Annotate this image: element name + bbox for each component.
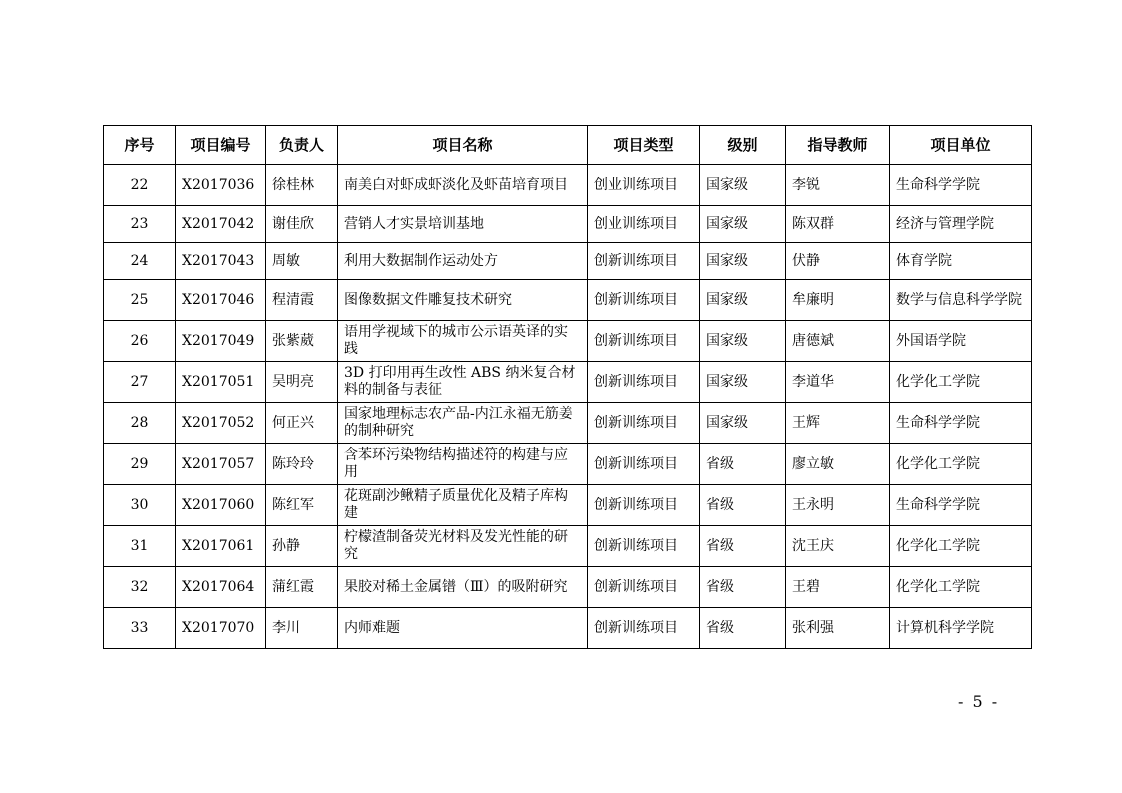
cell-code: X2017061: [176, 526, 266, 567]
cell-unit: 经济与管理学院: [890, 206, 1032, 243]
header-unit: 项目单位: [890, 126, 1032, 165]
cell-project-type: 创新训练项目: [588, 362, 700, 403]
cell-leader: 何正兴: [266, 403, 338, 444]
table-row: [104, 444, 1032, 485]
cell-unit: 数学与信息科学学院: [890, 280, 1032, 321]
cell-project-name: 营销人才实景培训基地: [338, 206, 588, 243]
table-header-row: [104, 126, 1032, 165]
cell-project-name: 含苯环污染物结构描述符的构建与应用: [338, 444, 588, 485]
cell-unit: 生命科学学院: [890, 485, 1032, 526]
cell-project-type: 创新训练项目: [588, 526, 700, 567]
cell-project-type: 创新训练项目: [588, 567, 700, 608]
cell-leader: 程清霞: [266, 280, 338, 321]
cell-level: 国家级: [700, 206, 786, 243]
cell-leader: 吴明亮: [266, 362, 338, 403]
cell-level: 国家级: [700, 280, 786, 321]
cell-teacher: 王永明: [786, 485, 890, 526]
cell-unit: 化学化工学院: [890, 567, 1032, 608]
cell-level: 省级: [700, 444, 786, 485]
cell-leader: 周敏: [266, 243, 338, 280]
cell-project-name: 花斑副沙鳅精子质量优化及精子库构建: [338, 485, 588, 526]
cell-project-name: 图像数据文件雕复技术研究: [338, 280, 588, 321]
cell-project-name: 3D 打印用再生改性 ABS 纳米复合材料的制备与表征: [338, 362, 588, 403]
cell-teacher: 王碧: [786, 567, 890, 608]
cell-seq: 32: [104, 567, 176, 608]
cell-project-type: 创业训练项目: [588, 165, 700, 206]
cell-teacher: 廖立敏: [786, 444, 890, 485]
table-row: [104, 280, 1032, 321]
cell-project-name: 南美白对虾成虾淡化及虾苗培育项目: [338, 165, 588, 206]
cell-code: X2017070: [176, 608, 266, 649]
cell-leader: 陈玲玲: [266, 444, 338, 485]
cell-code: X2017043: [176, 243, 266, 280]
cell-teacher: 王辉: [786, 403, 890, 444]
cell-unit: 计算机科学学院: [890, 608, 1032, 649]
cell-code: X2017052: [176, 403, 266, 444]
cell-unit: 生命科学学院: [890, 403, 1032, 444]
cell-unit: 生命科学学院: [890, 165, 1032, 206]
cell-project-type: 创业训练项目: [588, 206, 700, 243]
cell-level: 国家级: [700, 362, 786, 403]
table-row: [104, 362, 1032, 403]
cell-level: 省级: [700, 485, 786, 526]
cell-level: 国家级: [700, 321, 786, 362]
cell-level: 省级: [700, 567, 786, 608]
cell-level: 省级: [700, 608, 786, 649]
cell-project-name: 柠檬渣制备荧光材料及发光性能的研究: [338, 526, 588, 567]
header-type: 项目类型: [588, 126, 700, 165]
table-row: [104, 321, 1032, 362]
cell-unit: 化学化工学院: [890, 444, 1032, 485]
cell-code: X2017049: [176, 321, 266, 362]
table-row: [104, 485, 1032, 526]
cell-unit: 化学化工学院: [890, 526, 1032, 567]
cell-teacher: 李道华: [786, 362, 890, 403]
header-teacher: 指导教师: [786, 126, 890, 165]
cell-code: X2017064: [176, 567, 266, 608]
project-table: [103, 125, 1032, 649]
table-row: [104, 206, 1032, 243]
cell-leader: 陈红军: [266, 485, 338, 526]
cell-teacher: 牟廉明: [786, 280, 890, 321]
cell-project-name: 语用学视域下的城市公示语英译的实践: [338, 321, 588, 362]
cell-seq: 24: [104, 243, 176, 280]
cell-code: X2017036: [176, 165, 266, 206]
cell-teacher: 唐德斌: [786, 321, 890, 362]
table-row: [104, 165, 1032, 206]
cell-teacher: 沈王庆: [786, 526, 890, 567]
cell-code: X2017042: [176, 206, 266, 243]
cell-code: X2017060: [176, 485, 266, 526]
table-row: [104, 567, 1032, 608]
cell-seq: 33: [104, 608, 176, 649]
cell-level: 国家级: [700, 165, 786, 206]
cell-seq: 29: [104, 444, 176, 485]
cell-level: 省级: [700, 526, 786, 567]
cell-project-type: 创新训练项目: [588, 280, 700, 321]
table-row: [104, 526, 1032, 567]
cell-level: 国家级: [700, 403, 786, 444]
cell-project-type: 创新训练项目: [588, 444, 700, 485]
cell-leader: 李川: [266, 608, 338, 649]
cell-project-name: 国家地理标志农产品-内江永福无筋姜的制种研究: [338, 403, 588, 444]
cell-leader: 徐桂林: [266, 165, 338, 206]
cell-project-name: 果胶对稀土金属镨（Ⅲ）的吸附研究: [338, 567, 588, 608]
header-leader: 负责人: [266, 126, 338, 165]
table-row: [104, 608, 1032, 649]
cell-project-type: 创新训练项目: [588, 485, 700, 526]
cell-level: 国家级: [700, 243, 786, 280]
cell-seq: 22: [104, 165, 176, 206]
cell-code: X2017051: [176, 362, 266, 403]
cell-project-type: 创新训练项目: [588, 243, 700, 280]
header-name: 项目名称: [338, 126, 588, 165]
cell-teacher: 张利强: [786, 608, 890, 649]
cell-project-type: 创新训练项目: [588, 608, 700, 649]
cell-teacher: 伏静: [786, 243, 890, 280]
cell-leader: 蒲红霞: [266, 567, 338, 608]
cell-seq: 28: [104, 403, 176, 444]
cell-project-name: 内师难题: [338, 608, 588, 649]
cell-project-type: 创新训练项目: [588, 403, 700, 444]
cell-leader: 谢佳欣: [266, 206, 338, 243]
table-row: [104, 243, 1032, 280]
cell-seq: 30: [104, 485, 176, 526]
cell-seq: 27: [104, 362, 176, 403]
cell-teacher: 陈双群: [786, 206, 890, 243]
page-number: - 5 -: [958, 692, 1000, 711]
cell-code: X2017046: [176, 280, 266, 321]
cell-leader: 孙静: [266, 526, 338, 567]
cell-code: X2017057: [176, 444, 266, 485]
cell-seq: 31: [104, 526, 176, 567]
cell-teacher: 李锐: [786, 165, 890, 206]
table-row: [104, 403, 1032, 444]
cell-unit: 化学化工学院: [890, 362, 1032, 403]
cell-seq: 23: [104, 206, 176, 243]
cell-leader: 张紫葳: [266, 321, 338, 362]
header-seq: 序号: [104, 126, 176, 165]
cell-project-type: 创新训练项目: [588, 321, 700, 362]
cell-seq: 25: [104, 280, 176, 321]
cell-unit: 外国语学院: [890, 321, 1032, 362]
cell-unit: 体育学院: [890, 243, 1032, 280]
cell-seq: 26: [104, 321, 176, 362]
header-code: 项目编号: [176, 126, 266, 165]
cell-project-name: 利用大数据制作运动处方: [338, 243, 588, 280]
header-level: 级别: [700, 126, 786, 165]
